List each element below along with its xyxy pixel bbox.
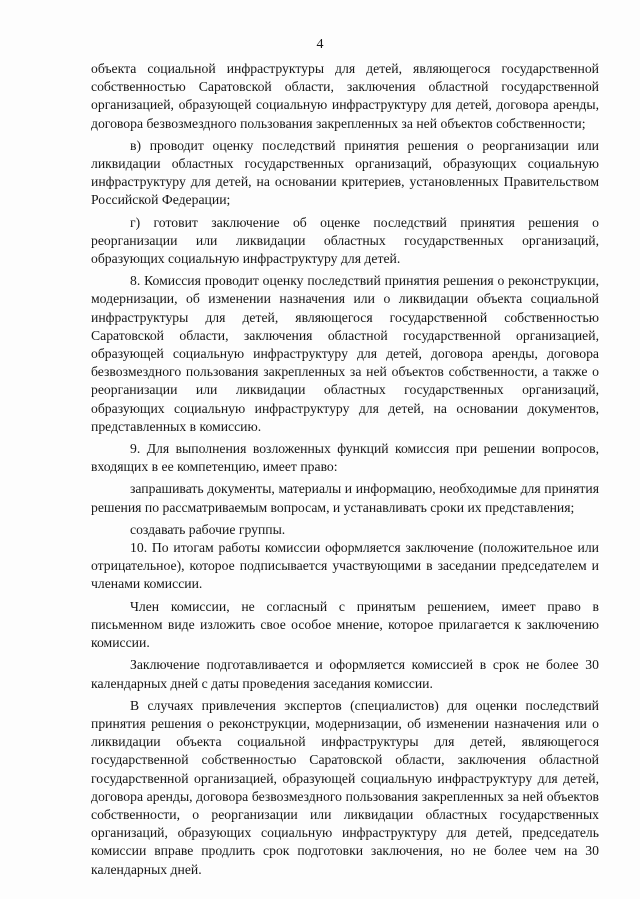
paragraph-item-v: в) проводит оценку последствий принятия решения о реорганизации или ликвидации областных государственных организаций, образующих социальную инфраструктуру для детей, на основании критериев, установленных Правительством Российской Федерации; <box>91 137 599 208</box>
paragraph-conclusion-deadline: Заключение подготавливается и оформляется комиссией в срок не более 30 календарных дней с даты проведения заседания комиссии. <box>91 657 599 691</box>
paragraph-item-g: г) готовит заключение об оценке последствий принятия решения о реорганизации или ликвидации областных государственных организаций, образующих социальную инфраструктуру для детей. <box>91 214 599 267</box>
paragraph-section-8: 8. Комиссия проводит оценку последствий принятия решения о реконструкции, модернизации, об изменении назначения или о ликвидации объекта социальной инфраструктуры для детей, являющегося государственной собственностью Саратовской области, заключения областной государственной организацией, образующей социальную инфраструктуру для детей, договора аренды, договора безвозмездного пользования закрепленных за ней объектов собственности, а также о реорганизации или ликвидации областных государственных организаций, образующих социальную инфраструктуру для детей, на основании документов, представленных в комиссию. <box>91 273 599 434</box>
paragraph-right-working-groups: создавать рабочие группы. <box>130 521 286 537</box>
paragraph-section-10: 10. По итогам работы комиссии оформляется заключение (положительное или отрицательное), которое подписывается участвующими в заседании председателем и членами комиссии. <box>91 540 599 592</box>
document-body <box>91 60 599 879</box>
paragraph-expert-extension: В случаях привлечения экспертов (специалистов) для оценки последствий принятия решения о реконструкции, модернизации, об изменении назначения или о ликвидации объекта социальной инфраструктуры для детей, являющегося государственной собственностью Саратовской области, заключения областной государственной организацией, образующей социальную инфраструктуру для детей, договора аренды, договора безвозмездного пользования закрепленных за ней объектов собственности, о реорганизации или ликвидации областных государственных организаций, образующих социальную инфраструктуру для детей, председатель комиссии вправе продлить срок подготовки заключения, но не более чем на 30 календарных дней. <box>91 697 599 877</box>
paragraph-right-request-documents: запрашивать документы, материалы и информацию, необходимые для принятия решения по рассматриваемым вопросам, и устанавливать сроки их представления; <box>91 481 599 515</box>
paragraph-continuation: объекта социальной инфраструктуры для детей, являющегося государственной собственностью Саратовской области, заключения областной государственной организацией, образующей социальную инфраструктуру для детей, договора аренды, договора безвозмездного пользования закрепленных за ней объектов собственности; <box>91 61 599 131</box>
paragraph-dissenting-opinion: Член комиссии, не согласный с принятым решением, имеет право в письменном виде изложить свое особое мнение, которое прилагается к заключению комиссии. <box>91 598 599 651</box>
page-number: 4 <box>316 37 324 52</box>
paragraph-section-9: 9. Для выполнения возложенных функций комиссия при решении вопросов, входящих в ее компетенцию, имеет право: <box>91 441 599 475</box>
